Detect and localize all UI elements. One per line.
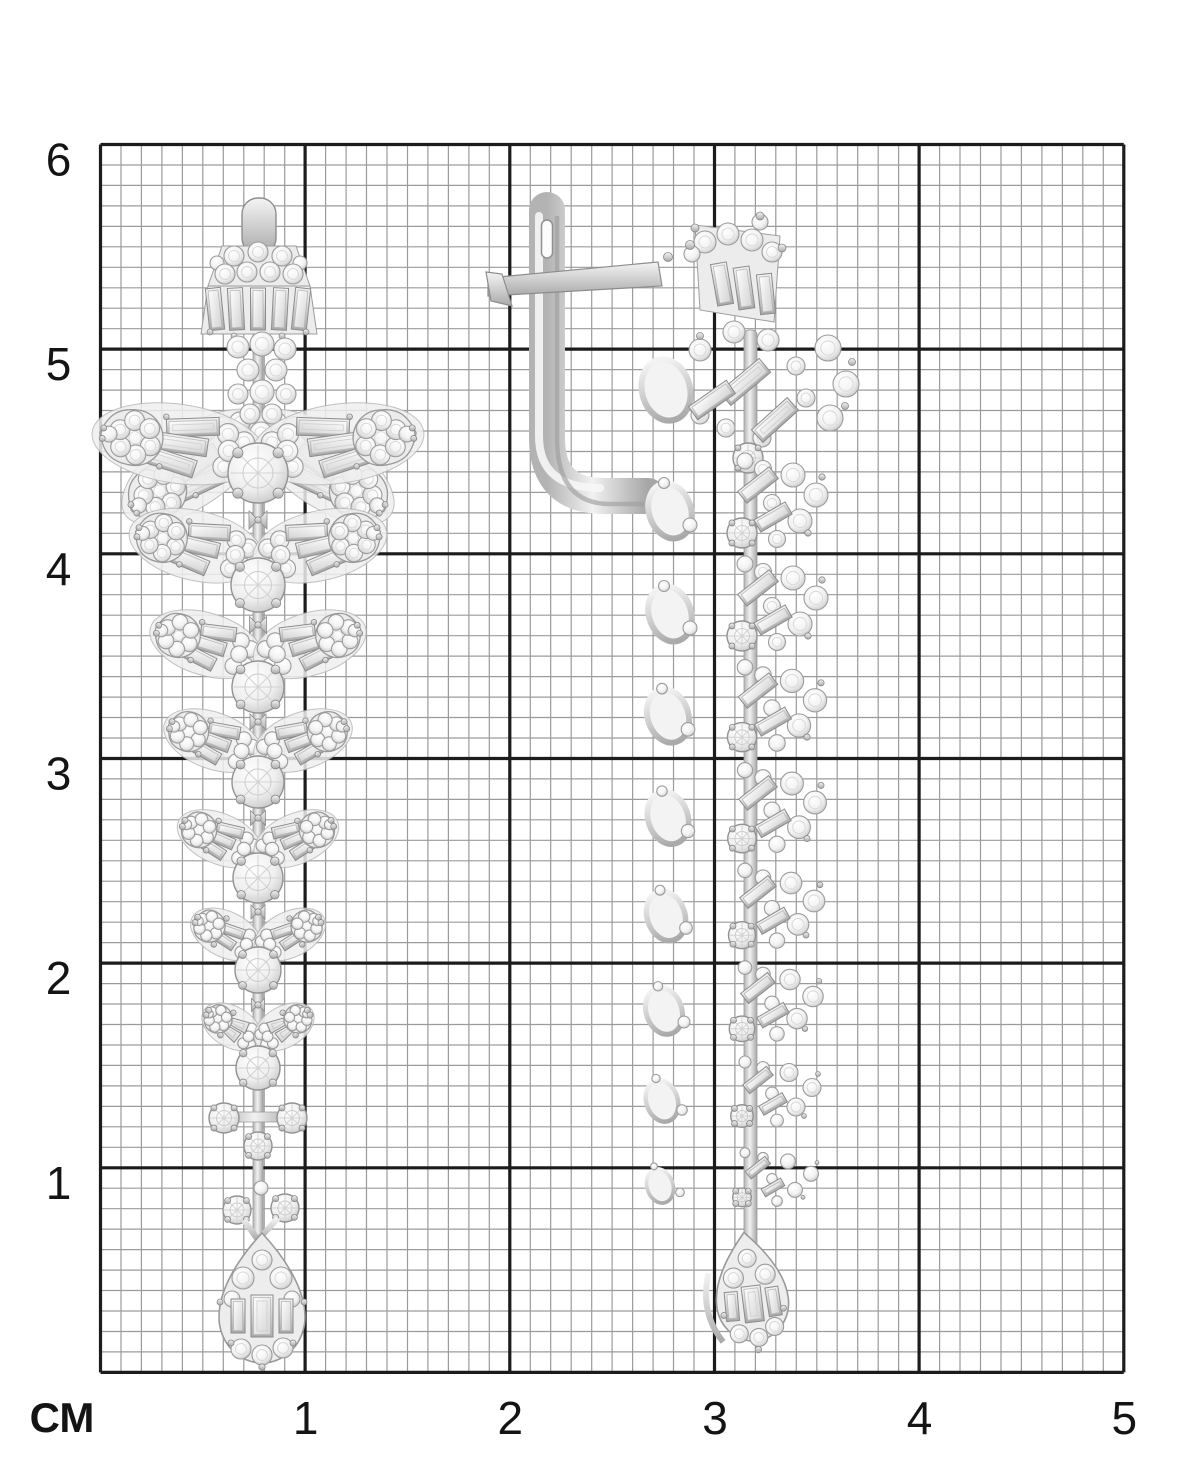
prong-dot [270, 982, 278, 990]
baguette-step [755, 401, 795, 439]
pave-diamond [771, 1114, 784, 1127]
prong-dot [156, 463, 162, 469]
pave-diamond [215, 264, 235, 284]
prong-dot [211, 1105, 217, 1111]
prong-dot [747, 1105, 753, 1111]
prong-dot [747, 1121, 753, 1127]
prong-dot [819, 577, 825, 583]
prong-dot [748, 923, 754, 929]
prong-dot [236, 665, 245, 674]
pave-diamond [739, 1056, 751, 1068]
prong-dot [291, 1196, 297, 1202]
prong-dot [849, 359, 856, 366]
pave-diamond [781, 566, 805, 590]
pave-diamond [227, 336, 249, 358]
prong-dot [273, 488, 283, 498]
earring-front-view [87, 198, 430, 1370]
pave-diamond [232, 1267, 254, 1289]
pave-diamond [833, 371, 859, 397]
prong-dot [271, 665, 280, 674]
prong-dot [664, 253, 673, 262]
prong-dot [271, 857, 280, 866]
x-axis-label: 4 [906, 1392, 932, 1444]
pave-diamond [738, 863, 752, 877]
prong-dot [756, 212, 764, 220]
pave-diamond [237, 262, 257, 282]
prong-dot [805, 633, 811, 639]
pave-diamond [270, 1267, 292, 1289]
prong-dot [99, 435, 106, 442]
pave-diamond [781, 772, 804, 795]
prong-dot [729, 845, 735, 851]
pave-diamond [797, 389, 815, 407]
prong-dot [279, 1125, 285, 1131]
prong-dot [721, 1312, 728, 1319]
wing-cup [635, 354, 697, 426]
prong-dot [237, 891, 246, 900]
side-tier-cluster [642, 1148, 819, 1207]
baguette-diamond [271, 288, 288, 331]
pave-diamond [681, 824, 694, 837]
prong-dot [231, 1125, 237, 1131]
prong-dot [729, 520, 735, 526]
y-axis-label: 6 [45, 133, 71, 186]
baguette-step [234, 1302, 243, 1331]
prong-dot [745, 1201, 751, 1207]
x-axis-label: 2 [497, 1392, 523, 1444]
hook-shade [557, 216, 644, 504]
pave-diamond [680, 922, 693, 935]
prong-dot [818, 782, 824, 788]
pave-diamond [804, 791, 827, 814]
prong-dot [817, 882, 823, 888]
prong-dot [410, 435, 417, 442]
prong-dot [299, 1105, 305, 1111]
pave-diamond [723, 321, 745, 343]
prong-dot [269, 1079, 276, 1086]
prong-dot [733, 1188, 739, 1194]
pave-diamond [260, 262, 280, 282]
baguette-step [288, 526, 325, 539]
baguette-step [191, 526, 228, 539]
prong-dot [818, 680, 824, 686]
pave-diamond [781, 463, 805, 487]
prong-dot [233, 448, 243, 458]
pave-diamond [803, 689, 826, 712]
pave-diamond [252, 1250, 272, 1270]
prong-dot [239, 1079, 246, 1086]
pave-diamond [651, 1163, 658, 1170]
pave-diamond [780, 969, 800, 989]
prong-dot [729, 724, 735, 730]
pave-diamond [681, 723, 695, 737]
baguette-step [727, 1294, 737, 1319]
side-tier-cluster [640, 863, 825, 949]
prong-dot [730, 1017, 736, 1023]
prong-dot [301, 1299, 307, 1305]
prong-dot [291, 1214, 297, 1220]
baguette-step [274, 290, 286, 327]
prong-dot [749, 540, 755, 546]
y-axis-label: 5 [45, 338, 71, 391]
prong-dot [802, 1114, 807, 1119]
prong-dot [748, 1034, 754, 1040]
prong-dot [816, 978, 821, 983]
baguette-diamond [251, 1295, 273, 1337]
prong-dot [217, 1299, 223, 1305]
prong-dot [231, 1105, 237, 1111]
prong-dot [271, 795, 280, 804]
prong-dot [255, 815, 261, 821]
prong-dot [272, 562, 281, 571]
pave-diamond [804, 483, 828, 507]
prong-dot [691, 224, 699, 232]
side-tier-cluster [641, 1056, 821, 1127]
prong-dot [729, 744, 735, 750]
prong-dot [735, 445, 741, 451]
prong-dot [239, 982, 247, 990]
prong-dot [729, 540, 735, 546]
pave-diamond [237, 359, 259, 381]
x-axis-label: 5 [1111, 1392, 1137, 1444]
y-axis-labels [46, 134, 71, 1209]
prong-dot [729, 643, 735, 649]
pave-diamond [769, 836, 785, 852]
pave-diamond [678, 1016, 690, 1028]
prong-dot [299, 1125, 305, 1131]
pave-diamond [804, 586, 828, 610]
pave-diamond [254, 1181, 268, 1195]
baguette-diamond [751, 398, 798, 443]
pave-diamond [737, 763, 752, 778]
clasp-slot [542, 220, 553, 258]
pave-diamond [689, 339, 711, 361]
pave-diamond [780, 669, 803, 692]
baguette-step [282, 1302, 291, 1331]
y-axis-label: 1 [45, 1156, 71, 1209]
x-axis-labels [30, 1392, 1136, 1444]
pave-diamond [683, 518, 697, 532]
prong-dot [236, 795, 245, 804]
prong-dot [269, 1049, 276, 1056]
prong-dot [207, 329, 213, 335]
prong-dot [805, 530, 811, 536]
prong-dot [271, 700, 280, 709]
prong-dot [255, 719, 261, 725]
prong-dot [730, 1034, 736, 1040]
prong-dot [778, 244, 786, 252]
prong-dot [270, 951, 278, 959]
prong-dot [804, 836, 810, 842]
prong-dot [804, 734, 810, 740]
prong-dot [271, 760, 280, 769]
prong-dot [225, 1216, 231, 1222]
prong-dot [729, 826, 735, 832]
prong-dot [748, 1017, 754, 1023]
pave-diamond [659, 478, 670, 489]
pave-diamond [228, 384, 248, 404]
prong-dot [731, 1105, 737, 1111]
pave-diamond [657, 786, 667, 796]
pave-diamond [676, 1188, 685, 1197]
prong-dot [749, 826, 755, 832]
pave-diamond [683, 621, 697, 635]
earring-side-view [486, 210, 859, 1358]
prong-dot [755, 1346, 762, 1353]
pave-diamond [717, 223, 739, 245]
prong-dot [801, 1195, 805, 1199]
baguette-step [254, 1298, 271, 1335]
y-axis-label: 4 [45, 542, 71, 595]
prong-dot [749, 845, 755, 851]
pave-diamond [252, 1345, 272, 1365]
prong-dot [816, 1072, 821, 1077]
prong-dot [255, 622, 261, 628]
pave-diamond [657, 683, 668, 694]
pave-diamond [769, 531, 786, 548]
prong-dot [239, 951, 247, 959]
prong-dot [730, 941, 736, 947]
pave-diamond [240, 404, 260, 424]
prong-dot [748, 941, 754, 947]
x-axis-label: 1 [292, 1392, 318, 1444]
pave-diamond [655, 885, 665, 895]
pave-diamond [741, 229, 763, 251]
prong-dot [749, 744, 755, 750]
baguette-diamond [227, 288, 244, 331]
pave-diamond [780, 1064, 798, 1082]
prong-dot [802, 1026, 807, 1031]
baguette-diamond [231, 1299, 245, 1333]
pave-diamond [788, 1182, 803, 1197]
pave-diamond [769, 735, 785, 751]
prong-dot [264, 1152, 270, 1158]
pave-diamond [737, 453, 753, 469]
pave-diamond [740, 1148, 750, 1158]
wing-cup [640, 886, 692, 946]
pave-diamond [780, 872, 802, 894]
pave-diamond [737, 556, 753, 572]
prong-dot [729, 623, 735, 629]
prong-dot [233, 488, 243, 498]
wing-cup [640, 983, 689, 1039]
pave-diamond [787, 1098, 805, 1116]
x-axis-label: 3 [702, 1392, 727, 1444]
pave-diamond [250, 332, 274, 356]
prong-dot [686, 241, 695, 250]
prong-dot [749, 520, 755, 526]
pave-diamond [804, 1166, 819, 1181]
prong-dot [780, 1305, 787, 1312]
baguette-diamond [251, 288, 266, 330]
pave-diamond [276, 384, 296, 404]
prong-dot [755, 445, 761, 451]
prong-dot [259, 1364, 265, 1370]
prong-dot [303, 329, 309, 335]
prong-dot [236, 700, 245, 709]
prong-dot [749, 643, 755, 649]
pave-diamond [781, 1154, 796, 1169]
pave-diamond [737, 660, 753, 676]
unit-label: СМ [29, 1394, 95, 1441]
pave-diamond [772, 1196, 783, 1207]
y-axis-label: 3 [45, 747, 71, 800]
pave-diamond [274, 338, 296, 360]
pave-diamond [803, 986, 823, 1006]
baguette-diamond [741, 1285, 764, 1323]
prong-dot [246, 1134, 252, 1140]
pave-diamond [652, 1074, 660, 1082]
prong-dot [409, 425, 416, 432]
pave-diamond [770, 1027, 784, 1041]
prong-dot [225, 1198, 231, 1204]
pave-diamond [283, 264, 303, 284]
prong-dot [842, 403, 849, 410]
prong-dot [347, 414, 353, 420]
prong-dot [803, 932, 809, 938]
prong-dot [749, 724, 755, 730]
prong-dot [731, 1121, 737, 1127]
pave-diamond [803, 1079, 821, 1097]
prong-dot [290, 1340, 296, 1346]
prong-dot [819, 474, 825, 480]
prong-dot [271, 891, 280, 900]
prong-dot [236, 760, 245, 769]
prong-dot [273, 1196, 279, 1202]
side-tier-cluster [640, 961, 824, 1042]
pave-diamond [659, 581, 670, 592]
pave-diamond [224, 246, 244, 266]
y-axis-label: 2 [45, 952, 71, 1005]
prong-dot [235, 599, 244, 608]
prong-dot [246, 1152, 252, 1158]
baguette-diamond [279, 1299, 293, 1333]
prong-dot [255, 517, 261, 523]
prong-dot [255, 1002, 261, 1008]
pave-diamond [787, 1008, 807, 1028]
baguette-step [253, 291, 263, 328]
prong-dot [255, 909, 261, 915]
pave-diamond [803, 890, 825, 912]
baguette-step [230, 290, 242, 327]
wing-cup [641, 581, 698, 647]
prong-dot [273, 448, 283, 458]
pave-diamond [653, 982, 662, 991]
prong-dot [235, 562, 244, 571]
prong-dot [697, 333, 704, 340]
pave-diamond [265, 359, 287, 381]
wing-cup [642, 1165, 677, 1206]
pave-diamond [250, 380, 274, 404]
side-tier-cluster [641, 763, 827, 853]
pave-diamond [817, 405, 843, 431]
pave-diamond [787, 357, 805, 375]
baguette-step [169, 420, 217, 434]
pave-diamond [757, 329, 779, 351]
prong-dot [237, 857, 246, 866]
prong-dot [239, 1049, 246, 1056]
prong-dot [272, 599, 281, 608]
prong-dot [279, 1105, 285, 1111]
wing-cup [641, 1076, 684, 1126]
baguette-step [299, 420, 347, 434]
pave-diamond [248, 242, 268, 262]
pave-diamond [717, 419, 735, 437]
pave-diamond [273, 1338, 293, 1358]
prong-dot [353, 463, 359, 469]
prong-dot [264, 1134, 270, 1140]
prong-dot [100, 425, 107, 432]
pave-diamond [769, 933, 784, 948]
pave-diamond [738, 961, 752, 975]
prong-dot [243, 1198, 249, 1204]
prong-dot [745, 1188, 751, 1194]
prong-dot [730, 923, 736, 929]
pave-diamond [677, 1105, 688, 1116]
prong-dot [749, 623, 755, 629]
prong-dot [815, 1161, 819, 1165]
prong-dot [163, 414, 169, 420]
prong-dot [228, 1340, 234, 1346]
prong-dot [733, 1201, 739, 1207]
pave-diamond [769, 634, 786, 651]
pave-diamond [815, 335, 841, 361]
prong-dot [211, 1125, 217, 1131]
